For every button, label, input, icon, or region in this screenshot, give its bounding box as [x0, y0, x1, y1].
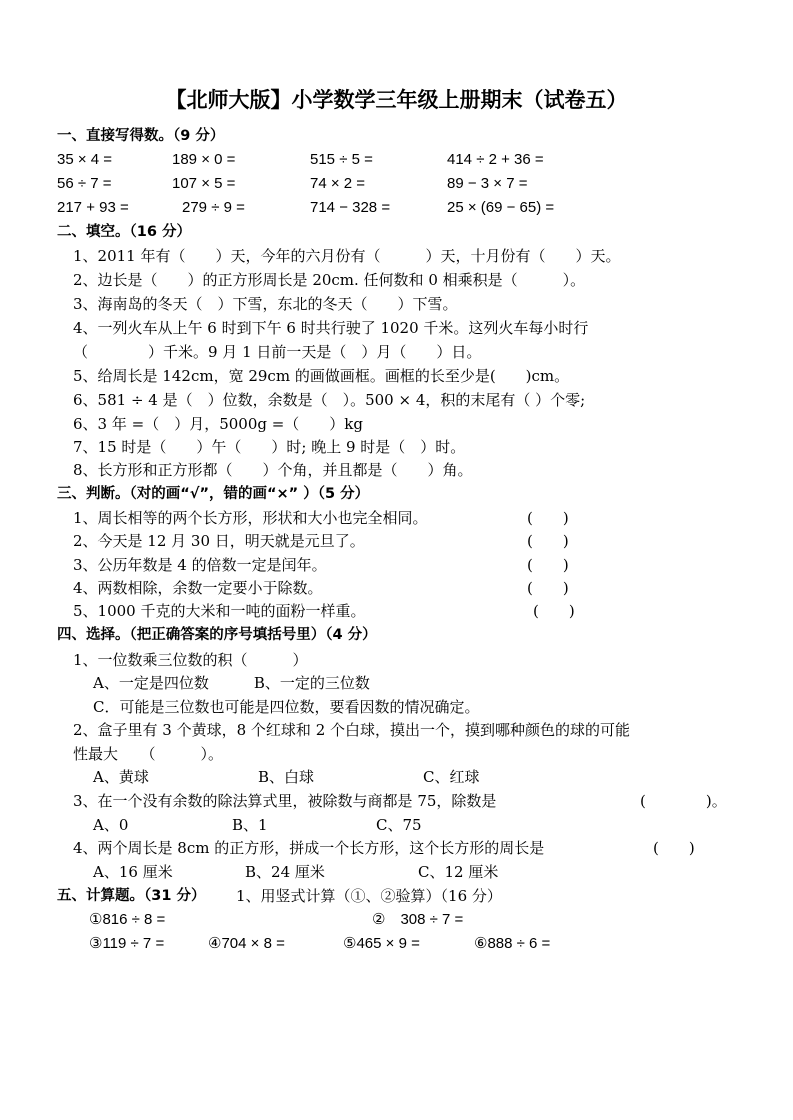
choice-question: 2、盒子里有 3 个黄球，8 个红球和 2 个白球，摸出一个，摸到哪种颜色的球的可能 [73, 721, 631, 739]
fill-item: 7、15 时是（ ）午（ ）时; 晚上 9 时是（ ）时。 [73, 438, 466, 456]
choice-option: A、黄球 [93, 768, 149, 786]
answer-bracket[interactable]: ( ) [527, 532, 569, 550]
calc-item: 189 × 0 = [172, 151, 236, 168]
judge-item: 1、周长相等的两个长方形，形状和大小也完全相同。 [73, 509, 428, 527]
fill-item: 3、海南岛的冬天（ ）下雪，东北的冬天（ ）下雪。 [73, 295, 458, 313]
calc-item: 515 ÷ 5 = [310, 151, 373, 168]
choice-option: B、白球 [258, 768, 315, 786]
calc-item: 35 × 4 = [57, 151, 113, 168]
calc-item: 89 − 3 × 7 = [447, 175, 528, 192]
choice-option: C．可能是三位数也可能是四位数，要看因数的情况确定。 [93, 698, 480, 716]
choice-option: C、75 [376, 816, 422, 834]
judge-item: 3、公历年数是 4 的倍数一定是闰年。 [73, 556, 327, 574]
choice-option: C、12 厘米 [418, 863, 499, 881]
choice-question: 3、在一个没有余数的除法算式里，被除数与商都是 75，除数是 [73, 792, 497, 810]
choice-option: C、红球 [423, 768, 480, 786]
calc-item: ⑥888 ÷ 6 = [474, 935, 551, 952]
choice-question: 1、一位数乘三位数的积（ ） [73, 651, 308, 669]
fill-item: 5、给周长是 142cm，宽 29cm 的画做画框。画框的长至少是( )cm。 [73, 367, 570, 385]
section-2-heading: 二、填空。（16 分） [57, 224, 191, 240]
calc-item: 414 ÷ 2 + 36 = [447, 151, 544, 168]
answer-bracket[interactable]: ( ) [527, 509, 569, 527]
answer-bracket[interactable]: ( ) [653, 839, 695, 857]
calc-item: 279 ÷ 9 = [182, 199, 245, 216]
section-4-heading: 四、选择。（把正确答案的序号填括号里）（4 分） [57, 627, 377, 643]
choice-option: A、0 [93, 816, 129, 834]
answer-bracket[interactable]: ( ) [527, 556, 569, 574]
fill-item: 6、581 ÷ 4 是（ ）位数，余数是（ ）。500 × 4，积的末尾有（ ）个零; [73, 391, 586, 409]
calc-item: 217 + 93 = [57, 199, 129, 216]
calc-item: 25 × (69 − 65) = [447, 199, 555, 216]
calc-item: 107 × 5 = [172, 175, 236, 192]
section-3-heading: 三、判断。（对的画“√”，错的画“×” ）（5 分） [57, 486, 370, 502]
choice-question-cont: 性最大 （ ）。 [73, 745, 224, 763]
answer-bracket[interactable]: ( )。 [640, 792, 727, 810]
choice-option: B、24 厘米 [245, 863, 325, 881]
calc-item: 714 − 328 = [310, 199, 391, 216]
choice-option: B、1 [232, 816, 268, 834]
calc-item: ①816 ÷ 8 = [89, 911, 166, 928]
fill-item: 4、一列火车从上午 6 时到下午 6 时共行驶了 1020 千米。这列火车每小时行 [73, 319, 589, 337]
calc-item: 56 ÷ 7 = [57, 175, 112, 192]
page-title: 【北师大版】小学数学三年级上册期末（试卷五） [165, 88, 628, 112]
calc-item: ② 308 ÷ 7 = [372, 911, 464, 928]
judge-item: 2、今天是 12 月 30 日，明天就是元旦了。 [73, 532, 365, 550]
section-5-subheading: 1、用竖式计算（①、②验算）（16 分） [236, 887, 502, 905]
judge-item: 5、1000 千克的大米和一吨的面粉一样重。 [73, 602, 366, 620]
calc-item: ④704 × 8 = [208, 935, 285, 952]
choice-question: 4、两个周长是 8cm 的正方形，拼成一个长方形，这个长方形的周长是 [73, 839, 545, 857]
calc-item: ③119 ÷ 7 = [89, 935, 165, 952]
calc-item: 74 × 2 = [310, 175, 366, 192]
judge-item: 4、两数相除，余数一定要小于除数。 [73, 579, 323, 597]
section-1-heading: 一、直接写得数。（9 分） [57, 128, 225, 144]
fill-item: 2、边长是（ ）的正方形周长是 20cm. 任何数和 0 相乘积是（ ）。 [73, 271, 586, 289]
choice-options: A、一定是四位数 B、一定的三位数 [93, 674, 370, 692]
fill-item: 8、长方形和正方形都（ ）个角，并且都是（ ）角。 [73, 461, 473, 479]
fill-item: 6、3 年 =（ ）月，5000g =（ ）kg [73, 415, 363, 433]
section-5-heading: 五、计算题。（31 分） [57, 888, 206, 904]
fill-item: 1、2011 年有（ ）天，今年的六月份有（ ）天，十月份有（ ）天。 [73, 247, 621, 265]
calc-item: ⑤465 × 9 = [343, 935, 420, 952]
fill-item: （ ）千米。9 月 1 日前一天是（ ）月（ ）日。 [73, 343, 482, 361]
answer-bracket[interactable]: ( ) [527, 579, 569, 597]
choice-option: A、16 厘米 [93, 863, 173, 881]
answer-bracket[interactable]: ( ) [533, 602, 575, 620]
